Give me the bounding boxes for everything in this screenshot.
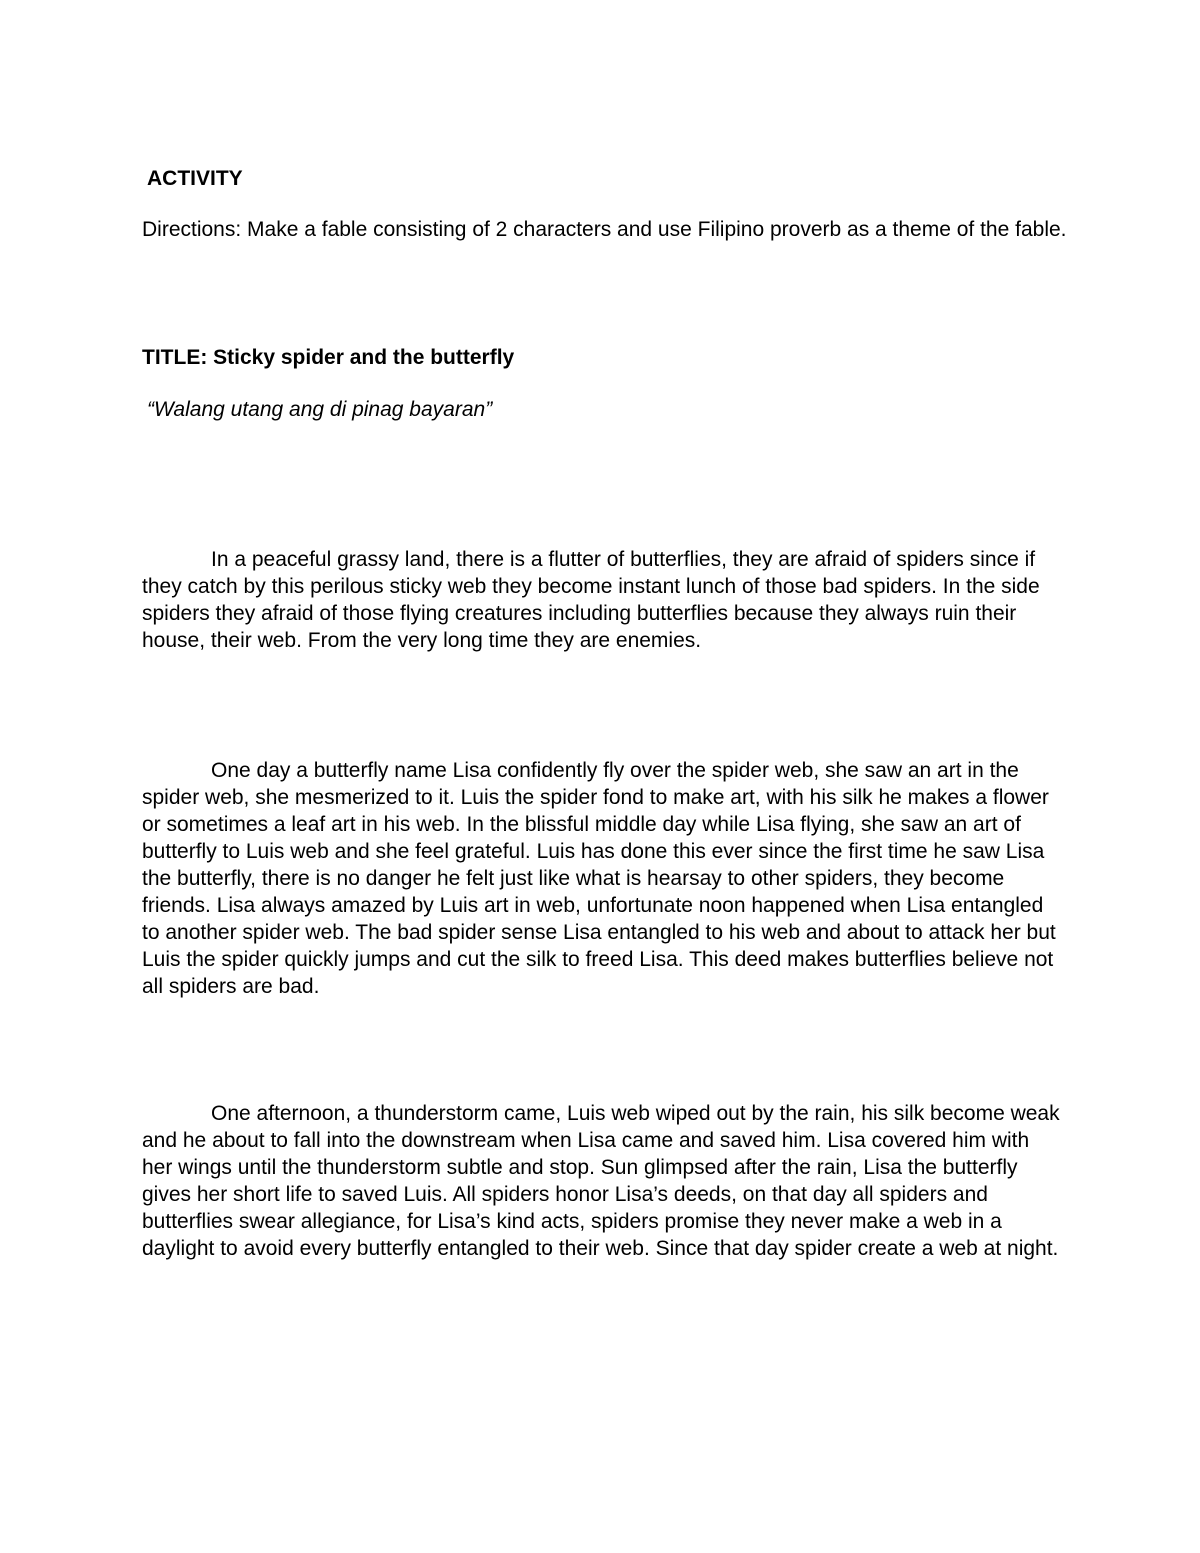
story-paragraph-2: One day a butterfly name Lisa confidently fly over the spider web, she saw an art in the spider web, she mesmerized to it. Luis the spider fond to make art, with his silk he makes a flower or sometimes a leaf art in his web. In the blissful middle day while Lisa flying, she saw an art of butterfly to Luis web and she feel grateful. Luis has done this ever since the first time he saw Lisa the butterfly, there is no danger he felt just like what is hearsay to other spiders, they become friends. Lisa always amazed by Luis art in web, unfortunate noon happened when Lisa entangled to another spider web. The bad spider sense Lisa entangled to his web and about to attack her but Luis the spider quickly jumps and cut the silk to freed Lisa. This deed makes butterflies believe not all spiders are bad. <box>142 759 1056 998</box>
proverb-quote: “Walang utang ang di pinag bayaran” <box>147 398 493 421</box>
directions-text: Directions: Make a fable consisting of 2 characters and use Filipino proverb as a theme of the fable. <box>142 218 1067 241</box>
story-paragraph-3: One afternoon, a thunderstorm came, Luis web wiped out by the rain, his silk become weak and he about to fall into the downstream when Lisa came and saved him. Lisa covered him with her wings until the thunderstorm subtle and stop. Sun glimpsed after the rain, Lisa the butterfly gives her short life to saved Luis. All spiders honor Lisa’s deeds, on that day all spiders and butterflies swear allegiance, for Lisa’s kind acts, spiders promise they never make a web in a daylight to avoid every butterfly entangled to their web. Since that day spider create a web at night. <box>142 1102 1060 1260</box>
fable-title: TITLE: Sticky spider and the butterfly <box>142 346 515 369</box>
activity-heading: ACTIVITY <box>147 167 243 190</box>
story-paragraph-1: In a peaceful grassy land, there is a flutter of butterflies, they are afraid of spiders since if they catch by this perilous sticky web they become instant lunch of those bad spiders. In the side spiders they afraid of those flying creatures including butterflies because they always ruin their house, their web. From the very long time they are enemies. <box>142 548 1040 652</box>
